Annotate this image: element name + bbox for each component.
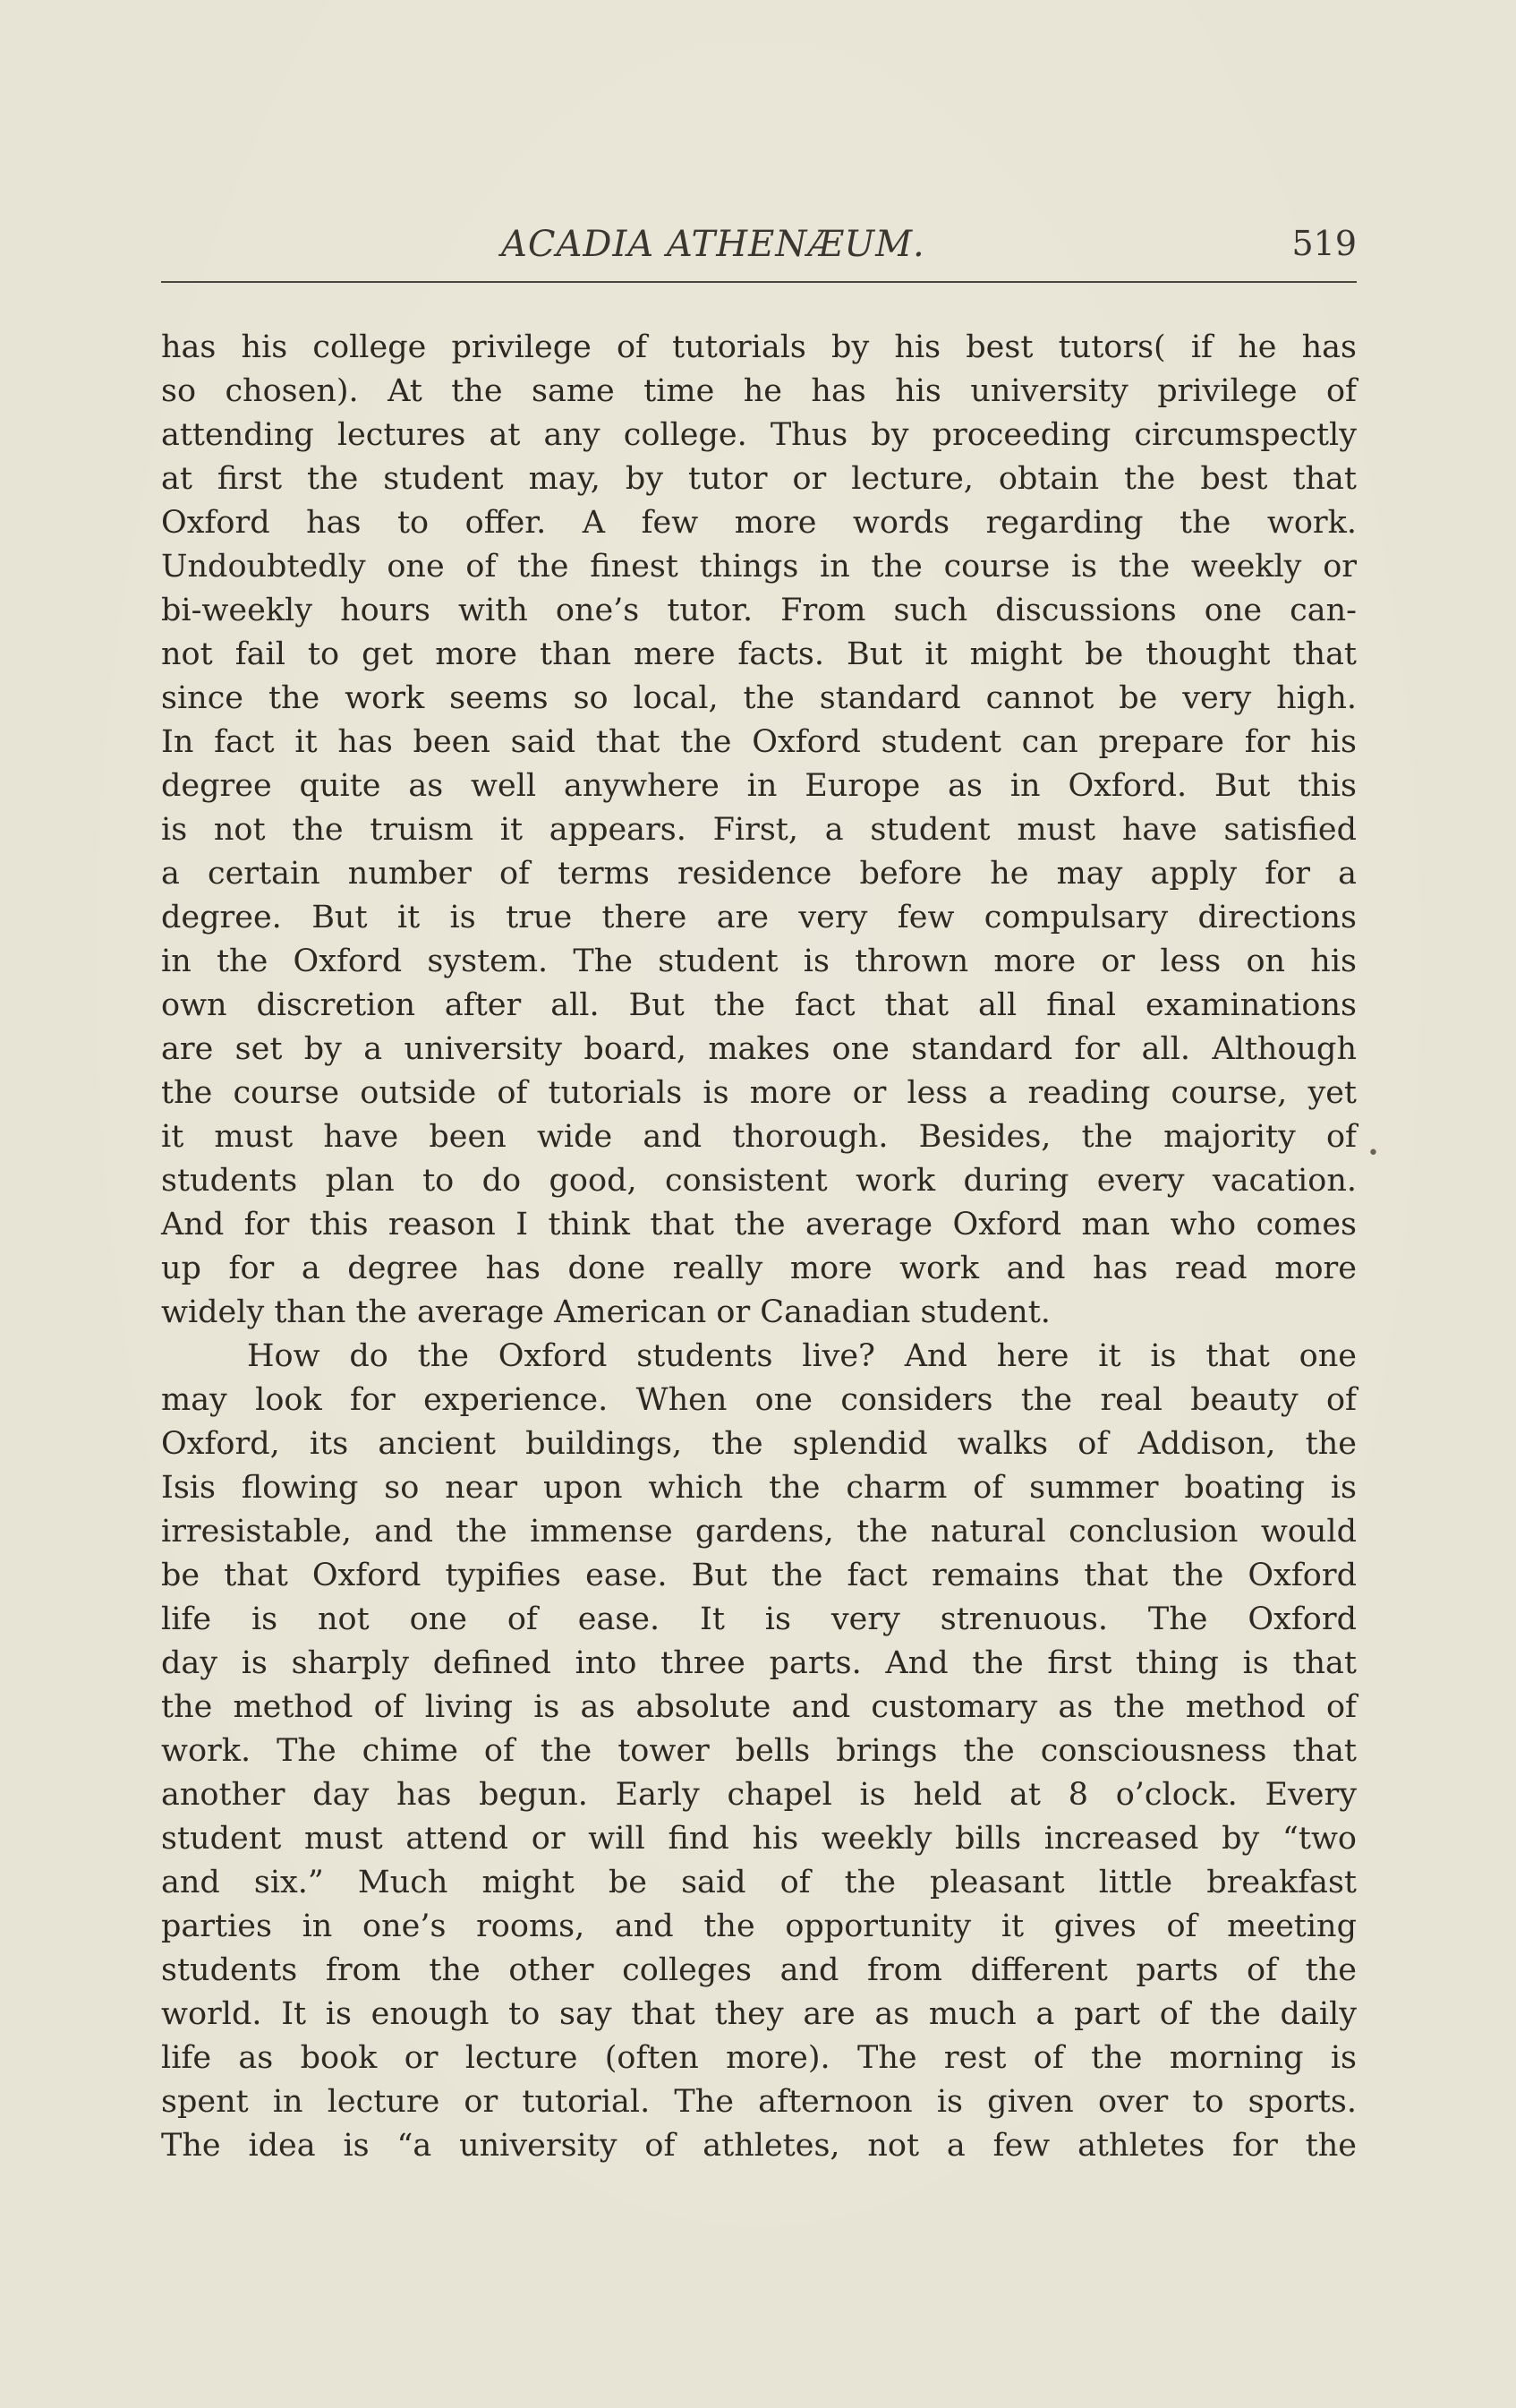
text-line: life is not one of ease. It is very strenuous. The Oxford [161,1601,1357,1637]
text-line: And for this reason I think that the average Oxford man who comes [161,1207,1357,1242]
text-line: are set by a university board, makes one standard for all. Although [161,1031,1357,1067]
text-line: own discretion after all. But the fact that all final examinations [161,987,1357,1023]
text-line: Oxford has to offer. A few more words regarding the work. [161,505,1357,541]
page-header [161,220,1357,283]
text-line: Isis flowing so near upon which the charm of summer boating is [161,1470,1357,1506]
text-line: degree quite as well anywhere in Europe as in Oxford. But this [161,768,1357,804]
text-line: widely than the average American or Canadian student. [161,1294,1051,1330]
text-line: day is sharply defined into three parts. And the first thing is that [161,1645,1357,1681]
text-line: another day has begun. Early chapel is held at 8 o’clock. Every [161,1777,1357,1813]
text-line: has his college privilege of tutorials by his best tutors( if he has [161,329,1357,365]
text-line: be that Oxford typifies ease. But the fact remains that the Oxford [161,1558,1357,1593]
margin-speck: • [1367,1142,1379,1165]
text-line: Oxford, its ancient buildings, the splendid walks of Addison, the [161,1426,1357,1462]
text-line: spent in lecture or tutorial. The afternoon is given over to sports. [161,2084,1357,2120]
text-line: is not the truism it appears. First, a student must have satisfied [161,812,1357,848]
text-line: bi-weekly hours with one’s tutor. From such discussions one can- [161,593,1357,628]
text-line: at first the student may, by tutor or lecture, obtain the best that [161,461,1357,497]
text-line: students plan to do good, consistent work during every vacation. [161,1163,1357,1199]
text-line: may look for experience. When one considers the real beauty of [161,1382,1357,1418]
header-rule [161,281,1357,283]
text-line: the course outside of tutorials is more or less a reading course, yet [161,1075,1357,1111]
text-line: degree. But it is true there are very few compulsary directions [161,900,1357,935]
text-line: Undoubtedly one of the finest things in the course is the weekly or [161,549,1357,585]
text-line: the method of living is as absolute and customary as the method of [161,1689,1357,1725]
text-line: In fact it has been said that the Oxford student can prepare for his [161,724,1357,760]
text-line: student must attend or will find his weekly bills increased by “two [161,1821,1357,1857]
text-line: since the work seems so local, the standard cannot be very high. [161,680,1357,716]
body-text [161,326,1357,2168]
text-line: world. It is enough to say that they are as much a part of the daily [161,1996,1357,2032]
running-title: ACADIA ATHENÆUM. [501,224,925,265]
text-line: life as book or lecture (often more). The rest of the morning is [161,2040,1357,2076]
text-line: How do the Oxford students live? And here it is that one [247,1338,1357,1374]
text-line: irresistable, and the immense gardens, the natural conclusion would [161,1514,1357,1550]
text-line: attending lectures at any college. Thus by proceeding circumspectly [161,417,1357,453]
text-line: and six.” Much might be said of the pleasant little breakfast [161,1865,1357,1900]
text-line: up for a degree has done really more work and has read more [161,1251,1357,1286]
text-line: work. The chime of the tower bells brings the consciousness that [161,1733,1357,1769]
text-line: students from the other colleges and from different parts of the [161,1952,1357,1988]
text-line: a certain number of terms residence before he may apply for a [161,856,1357,892]
text-line: parties in one’s rooms, and the opportunity it gives of meeting [161,1908,1357,1944]
text-line: it must have been wide and thorough. Besides, the majority of [161,1119,1357,1155]
text-line: not fail to get more than mere facts. But it might be thought that [161,636,1357,672]
page-number: 519 [1291,224,1357,263]
text-line: The idea is “a university of athletes, not a few athletes for the [161,2128,1357,2164]
text-line: in the Oxford system. The student is thrown more or less on his [161,944,1357,979]
text-line: so chosen). At the same time he has his university privilege of [161,373,1357,409]
